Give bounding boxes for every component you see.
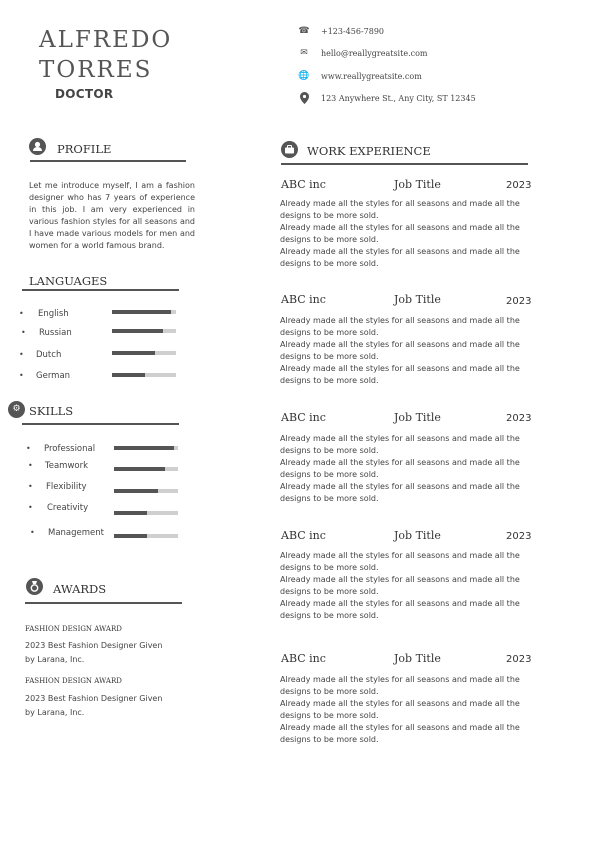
job-company: ABC inc [281, 529, 326, 542]
skill-label: Flexibility [46, 482, 87, 492]
phone-icon: ☎ [298, 26, 310, 36]
job-description [280, 315, 548, 387]
profile-text: Let me introduce myself, I am a fashion designer who has 7 years of experience in this job. I am very experienced in various fashion styles for all seasons and I have made various models for men and women for a world famous brand. [29, 181, 195, 250]
envelope-icon: ✉ [300, 48, 308, 58]
job-description-line: Already made all the styles for all seasons and made all the designs to be more sold. [280, 575, 520, 596]
job-description-line: Already made all the styles for all seasons and made all the designs to be more sold. [280, 599, 520, 620]
award-line: by Larana, Inc. [25, 655, 85, 664]
language-level-fill [112, 310, 171, 314]
language-level-fill [112, 329, 163, 333]
bullet-icon: • [30, 528, 35, 537]
language-level-bar [112, 351, 176, 355]
job-description-line: Already made all the styles for all seasons and made all the designs to be more sold. [280, 675, 520, 696]
job-description [280, 433, 548, 505]
job-year: 2023 [506, 296, 532, 307]
language-level-bar [112, 329, 176, 333]
language-label: English [38, 309, 69, 319]
skill-level-bar [114, 467, 178, 471]
job-description-line: Already made all the styles for all seasons and made all the designs to be more sold. [280, 364, 520, 385]
contact-website: www.reallygreatsite.com [321, 72, 422, 81]
skill-level-fill [114, 489, 158, 493]
skill-level-fill [114, 534, 147, 538]
award-description [25, 639, 185, 667]
award-description [25, 692, 185, 720]
award-line: 2023 Best Fashion Designer Given [25, 694, 163, 703]
language-level-fill [112, 373, 145, 377]
award-name: FASHION DESIGN AWARD [25, 625, 122, 633]
job-year: 2023 [506, 413, 532, 424]
job-year: 2023 [506, 180, 532, 191]
job-description [280, 674, 548, 746]
bullet-icon: • [19, 309, 24, 318]
user-icon [29, 138, 46, 155]
job-description-line: Already made all the styles for all seasons and made all the designs to be more sold. [280, 199, 520, 220]
bullet-icon: • [19, 350, 24, 359]
skill-level-bar [114, 446, 178, 450]
bullet-icon: • [28, 503, 33, 512]
skill-label: Teamwork [45, 461, 89, 471]
skills-heading: SKILLS [29, 404, 74, 418]
globe-icon: 🌐 [298, 71, 310, 81]
briefcase-icon [281, 141, 298, 158]
last-name: TORRES [39, 57, 153, 83]
contact-phone: +123-456-7890 [321, 27, 385, 36]
job-description-line: Already made all the styles for all seasons and made all the designs to be more sold. [280, 223, 520, 244]
skill-level-fill [114, 511, 147, 515]
job-description-line: Already made all the styles for all seasons and made all the designs to be more sold. [280, 434, 520, 455]
language-label: German [36, 371, 71, 381]
job-title: Job Title [394, 652, 441, 665]
work-heading: WORK EXPERIENCE [307, 144, 431, 158]
job-company: ABC inc [281, 293, 326, 306]
job-company: ABC inc [281, 652, 326, 665]
award-line: 2023 Best Fashion Designer Given [25, 641, 163, 650]
skill-label: Management [48, 528, 104, 538]
bullet-icon: • [28, 461, 33, 470]
job-title: Job Title [394, 411, 441, 424]
job-role: DOCTOR [55, 87, 114, 101]
medal-icon [26, 578, 43, 595]
map-pin-icon [298, 92, 310, 104]
job-description-line: Already made all the styles for all seasons and made all the designs to be more sold. [280, 723, 520, 744]
job-title: Job Title [394, 529, 441, 542]
bullet-icon: • [28, 482, 33, 491]
skill-level-fill [114, 446, 174, 450]
job-year: 2023 [506, 531, 532, 542]
contact-address: 123 Anywhere St., Any City, ST 12345 [321, 94, 476, 103]
skill-level-bar [114, 511, 178, 515]
gear-icon: ⚙ [8, 401, 25, 418]
bullet-icon: • [21, 328, 26, 337]
language-label: Russian [39, 328, 72, 338]
job-description [280, 550, 548, 622]
languages-divider [22, 289, 179, 291]
awards-divider [25, 602, 182, 604]
skill-level-fill [114, 467, 165, 471]
job-title: Job Title [394, 178, 441, 191]
award-name: FASHION DESIGN AWARD [25, 677, 122, 685]
job-description [280, 198, 548, 270]
bullet-icon: • [19, 371, 24, 380]
language-label: Dutch [36, 350, 62, 360]
job-description-line: Already made all the styles for all seasons and made all the designs to be more sold. [280, 699, 520, 720]
job-company: ABC inc [281, 178, 326, 191]
language-level-bar [112, 373, 176, 377]
profile-heading: PROFILE [57, 142, 112, 156]
first-name: ALFREDO [39, 27, 173, 53]
job-description-line: Already made all the styles for all seasons and made all the designs to be more sold. [280, 458, 520, 479]
contact-email: hello@reallygreatsite.com [321, 49, 428, 58]
skill-label: Professional [44, 444, 96, 454]
job-company: ABC inc [281, 411, 326, 424]
job-title: Job Title [394, 293, 441, 306]
job-description-line: Already made all the styles for all seasons and made all the designs to be more sold. [280, 482, 520, 503]
skills-divider [22, 423, 179, 425]
skill-level-bar [114, 489, 178, 493]
language-level-fill [112, 351, 155, 355]
work-divider [281, 163, 528, 165]
languages-heading: LANGUAGES [29, 274, 108, 288]
language-level-bar [112, 310, 176, 314]
award-line: by Larana, Inc. [25, 708, 85, 717]
job-description-line: Already made all the styles for all seasons and made all the designs to be more sold. [280, 340, 520, 361]
skill-level-bar [114, 534, 178, 538]
job-description-line: Already made all the styles for all seasons and made all the designs to be more sold. [280, 316, 520, 337]
job-description-line: Already made all the styles for all seasons and made all the designs to be more sold. [280, 551, 520, 572]
job-description-line: Already made all the styles for all seasons and made all the designs to be more sold. [280, 247, 520, 268]
bullet-icon: • [26, 444, 31, 453]
awards-heading: AWARDS [53, 582, 107, 596]
skill-label: Creativity [47, 503, 89, 513]
job-year: 2023 [506, 654, 532, 665]
profile-divider [30, 160, 186, 162]
